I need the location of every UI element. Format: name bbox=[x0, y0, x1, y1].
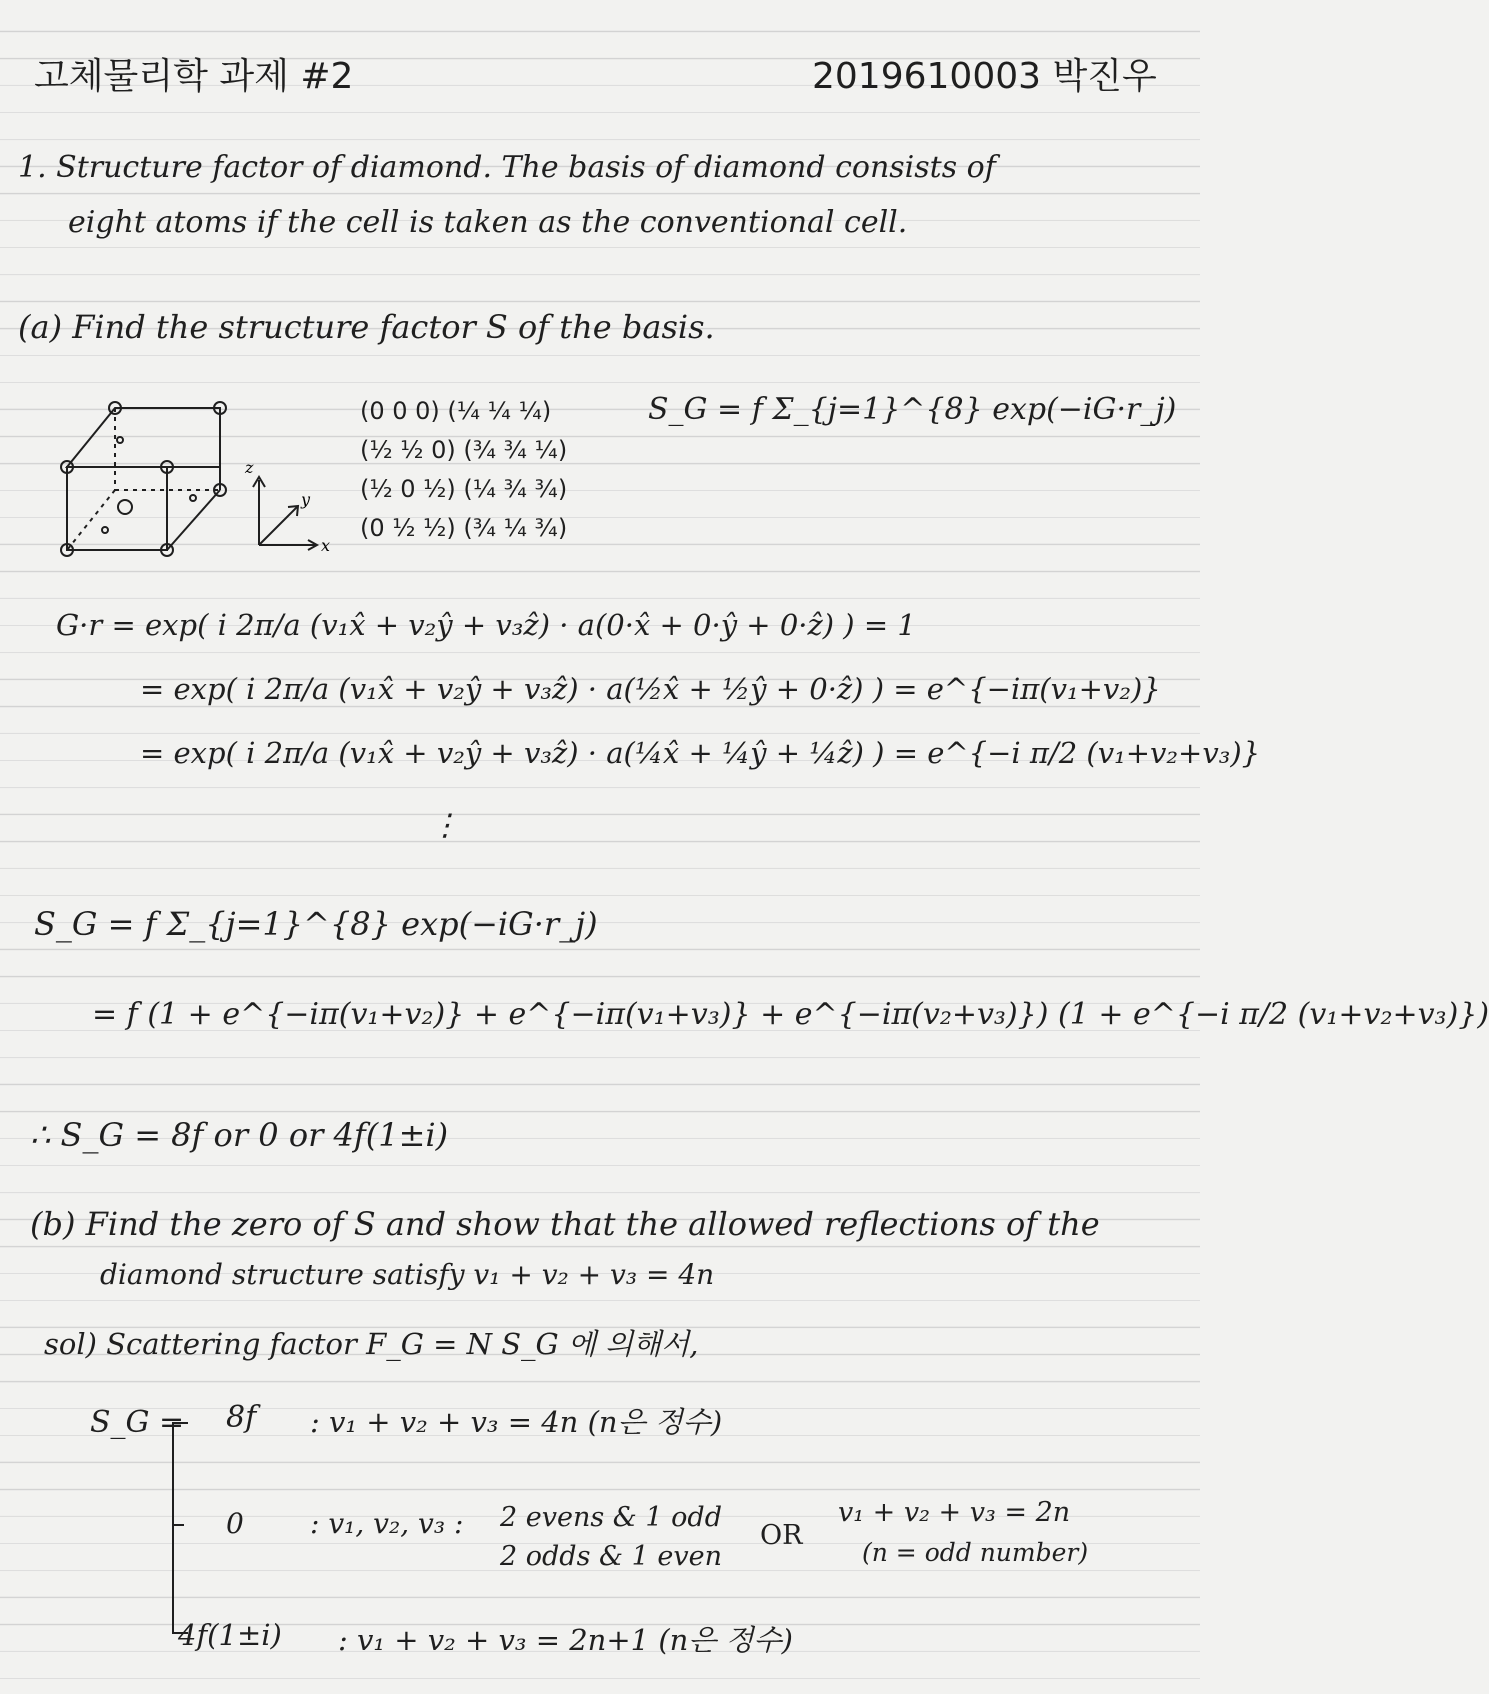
part-b-prompt-line-1: (b) Find the zero of S and show that the allowed reflections of the bbox=[30, 1205, 1100, 1243]
alternate-condition-note: (n = odd number) bbox=[862, 1538, 1089, 1567]
case-1-condition: : v₁ + v₂ + v₃ = 4n (n은 정수) bbox=[310, 1405, 723, 1439]
structure-factor-sum: S_G = f Σ_{j=1}^{8} exp(−iG·r_j) bbox=[34, 905, 598, 943]
axis-z-label: z bbox=[245, 458, 254, 477]
coord-row: (0 0 0) (¼ ¼ ¼) bbox=[360, 397, 552, 425]
case-3-value: 4f(1±i) bbox=[178, 1618, 282, 1652]
coord-row: (½ 0 ½) (¼ ¾ ¾) bbox=[360, 475, 568, 503]
structure-factor-expansion: = f (1 + e^{−iπ(v₁+v₂)} + e^{−iπ(v₁+v₃)} + e^{−iπ(v₂+v₃)}) (1 + e^{−i π/2 (v₁+v₂+v₃)}) bbox=[92, 997, 1489, 1032]
axis-x-label: x bbox=[321, 536, 331, 555]
case-1-value: 8f bbox=[226, 1400, 257, 1435]
vertical-ellipsis: ⋮ bbox=[430, 808, 460, 843]
dot-product-line-2: = exp( i 2π/a (v₁x̂ + v₂ŷ + v₃ẑ) · a(½x̂ + ½ŷ + 0·ẑ) ) = e^{−iπ(v₁+v₂)} bbox=[140, 672, 1161, 706]
case-3-condition: : v₁ + v₂ + v₃ = 2n+1 (n은 정수) bbox=[338, 1623, 793, 1657]
structure-factor-result: ∴ S_G = 8f or 0 or 4f(1±i) bbox=[30, 1116, 449, 1154]
coord-row: (½ ½ 0) (¾ ¾ ¼) bbox=[360, 436, 568, 464]
case-label: S_G = bbox=[90, 1405, 185, 1440]
dot-product-line-1: G·r = exp( i 2π/a (v₁x̂ + v₂ŷ + v₃ẑ) · a(0·x̂ + 0·ŷ + 0·ẑ) ) = 1 bbox=[56, 608, 916, 642]
part-a-prompt: (a) Find the structure factor S of the basis. bbox=[18, 308, 715, 346]
coord-row: (0 ½ ½) (¾ ¼ ¾) bbox=[360, 514, 568, 542]
problem-1-statement-line-2: eight atoms if the cell is taken as the conventional cell. bbox=[68, 205, 908, 240]
student-id-name: 2019610003 박진우 bbox=[812, 56, 1157, 97]
alternate-condition: v₁ + v₂ + v₃ = 2n bbox=[838, 1497, 1071, 1528]
solution-intro: sol) Scattering factor F_G = N S_G 에 의해서, bbox=[44, 1327, 699, 1361]
dot-product-line-3: = exp( i 2π/a (v₁x̂ + v₂ŷ + v₃ẑ) · a(¼x̂ + ¼ŷ + ¼ẑ) ) = e^{−i π/2 (v₁+v₂+v₃)} bbox=[140, 736, 1261, 770]
basis-coordinates bbox=[360, 392, 567, 548]
case-2-value: 0 bbox=[226, 1507, 244, 1540]
coordinate-axes bbox=[245, 455, 335, 560]
problem-1-statement-line-1: 1. Structure factor of diamond. The basis of diamond consists of bbox=[18, 150, 996, 185]
axis-y-label: y bbox=[301, 490, 311, 509]
case-2-subcondition-2: 2 odds & 1 even bbox=[500, 1541, 722, 1572]
case-2-condition: : v₁, v₂, v₃ : bbox=[310, 1507, 464, 1540]
part-b-prompt-line-2: diamond structure satisfy v₁ + v₂ + v₃ = 4n bbox=[100, 1258, 715, 1291]
or-label: OR bbox=[760, 1520, 803, 1551]
case-brace bbox=[172, 1422, 188, 1634]
diamond-cell-sketch bbox=[55, 390, 235, 565]
case-2-subcondition-1: 2 evens & 1 odd bbox=[500, 1502, 722, 1533]
structure-factor-definition: S_G = f Σ_{j=1}^{8} exp(−iG·r_j) bbox=[648, 392, 1177, 427]
case-brace-middle bbox=[172, 1524, 184, 1526]
assignment-title: 고체물리학 과제 #2 bbox=[34, 56, 354, 97]
